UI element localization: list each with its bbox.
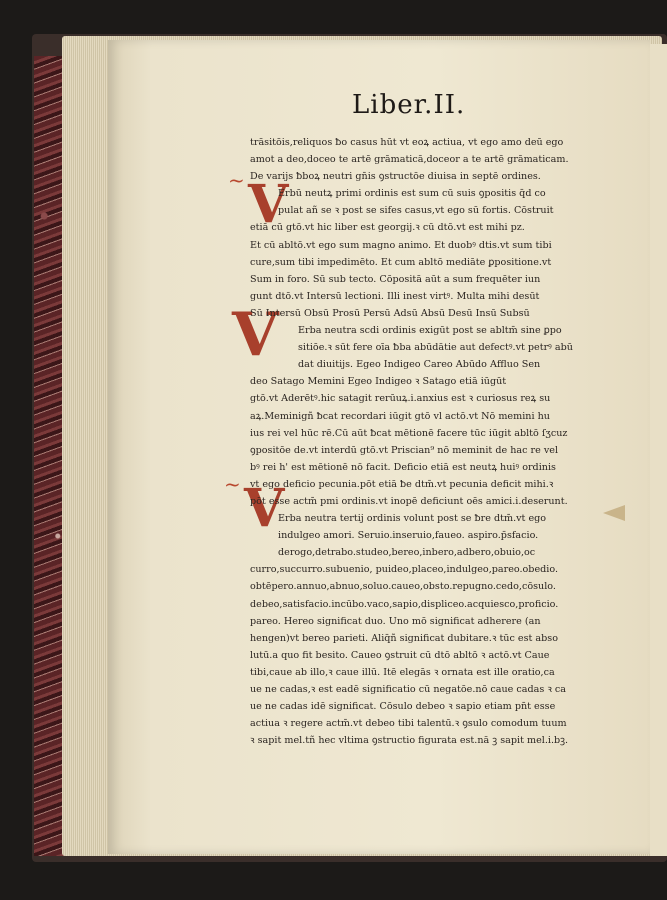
text-line: derogo,detrabo.studeo,bereo,inbero,adbero,obuio,oc bbox=[278, 547, 536, 559]
facing-page-edge bbox=[650, 44, 667, 856]
text-line: Erba neutra scdi ordinis exigūt post se abltm̄ sine ꝑpo bbox=[298, 325, 562, 337]
text-line: ꝯpositōe de.vt interdū gtō.vt Priscian⁹ nō meminit de hac re vel bbox=[250, 444, 559, 456]
body-text bbox=[250, 134, 612, 749]
text-line: curro,succurro.subuenio, puideo,placeo,indulgeo,pareo.obedio. bbox=[250, 564, 558, 576]
text-line: vt ego deficio pecunia.pōt etiā ƀe dtm̄.vt pecunia deficit mihi.ꝛ bbox=[250, 478, 554, 490]
decorated-initial-2: V bbox=[232, 300, 279, 370]
running-head bbox=[352, 90, 465, 120]
text-line: deo Satago Memini Egeo Indigeo ꝛ Satago etiā iūgūt bbox=[250, 376, 507, 388]
text-line: actiua ꝛ regere actm̄.vt debeo tibi talentū.ꝛ ꝯsulo comodum tuum bbox=[250, 718, 567, 730]
text-line: amot a deo,doceo te artē grāmaticā,doceor a te artē grāmaticam. bbox=[250, 154, 569, 166]
text-line: sitiōe.ꝛ sūt fere oīa ƀba abūdātie aut defectꝰ.vt petrꝰ abū bbox=[298, 342, 573, 354]
text-line: ꝛ sapit mel.tñ hec vltima ꝯstructio figurata est.nā ꝫ sapit mel.i.bꝫ. bbox=[250, 735, 569, 747]
text-line: De varijs ƀboꝝ neutri gn̄is ꝯstructōe diuisa in septē ordines. bbox=[250, 171, 541, 183]
text-line: bꝰ rei h' est mētionē nō facit. Deficio etiā est neutꝝ huiꝰ ordinis bbox=[250, 461, 556, 473]
text-line: Et cū abltō.vt ego sum magno animo. Et duobꝰ dtis.vt sum tibi bbox=[250, 239, 552, 251]
running-head-text: Liber.II. bbox=[352, 90, 466, 120]
red-flourish-icon: ~ bbox=[228, 168, 245, 192]
text-line: Erbū neutꝝ primi ordinis est sum cū suis ꝯpositis q̄d co bbox=[278, 188, 546, 200]
text-line: pōt esse actm̄ pmi ordinis.vt inopē deficiunt oēs amici.i.deserunt. bbox=[250, 495, 568, 507]
text-line: ius rei vel hūc rē.Cū aūt ƀcat mētionē facere tūc iūgit abltō ſʒcuz bbox=[250, 427, 568, 439]
text-line: indulgeo amori. Seruio.inseruio,faueo. aspiro.p̄sfacio. bbox=[278, 530, 539, 542]
text-line: etiā cū gtō.vt hic liber est georgij.ꝛ cū dtō.vt est mihi pz. bbox=[250, 222, 525, 234]
decorated-initial-3: V bbox=[244, 478, 285, 539]
text-line: Sum in foro. Sū sub tecto. Cōpositā aūt a sum frequēter iun bbox=[250, 273, 541, 285]
text-line: debeo,satisfacio.incūbo.vaco,sapio,displiceo.acquiesco,proficio. bbox=[250, 598, 559, 610]
text-line: trāsitōis,reliquos ƀo casus hūt vt eoꝝ actiua, vt ego amo deū ego bbox=[250, 137, 564, 148]
red-flourish-icon: ~ bbox=[224, 472, 241, 496]
text-line: pareo. Hereo significat duo. Uno mō significat adherere (an bbox=[250, 615, 541, 627]
decorated-initial-1: V bbox=[248, 174, 289, 235]
text-line: aꝝ.Meminigñ ƀcat recordari iūgit gtō vl actō.vt Nō memini hu bbox=[250, 410, 550, 422]
text-line: tibi,caue ab illo,ꝛ caue illū. Itē elegās ꝛ ornata est ille oratio,ca bbox=[250, 666, 555, 678]
text-line: pulat añ se ꝛ post se sifes casus,vt ego sū fortis. Cōstruit bbox=[278, 205, 554, 217]
text-line: hengen)vt bereo parieti. Aliq̄ñ significat dubitare.ꝛ tūc est abso bbox=[250, 632, 558, 644]
text-line: Sū Intersū Obsū Prosū Persū Adsū Absū Desū Insū Subsū bbox=[250, 307, 530, 319]
text-line: obtēpero.annuo,abnuo,soluo.caueo,obsto.repugno.cedo,cōsulo. bbox=[250, 581, 556, 593]
text-line: ue ne cadas idē significat. Cōsulo debeo ꝛ sapio etiam pn̄t esse bbox=[250, 701, 556, 713]
text-line: gunt dtō.vt Intersū lectioni. Illi inest virtꝰ. Multa mihi desūt bbox=[250, 290, 540, 302]
text-line: cure,sum tibi impedimēto. Et cum abltō mediāte ꝑpositione.vt bbox=[250, 256, 552, 268]
text-line: lutū.a quo fit besito. Caueo ꝯstruit cū dtō abltō ꝛ actō.vt Caue bbox=[250, 649, 550, 661]
text-line: ue ne cadas,ꝛ est eadē significatio cū negatōe.nō caue cadas ꝛ ca bbox=[250, 684, 567, 695]
text-line: dat diuitijs. Egeo Indigeo Careo Abūdo Affluo Sen bbox=[298, 359, 541, 371]
text-line: Erba neutra tertij ordinis volunt post se ƀre dtm̄.vt ego bbox=[278, 513, 547, 525]
text-line: gtō.vt Aderētꝰ.hic satagit rerūuꝝ.i.anxius est ꝛ curiosus reꝝ su bbox=[250, 393, 551, 405]
